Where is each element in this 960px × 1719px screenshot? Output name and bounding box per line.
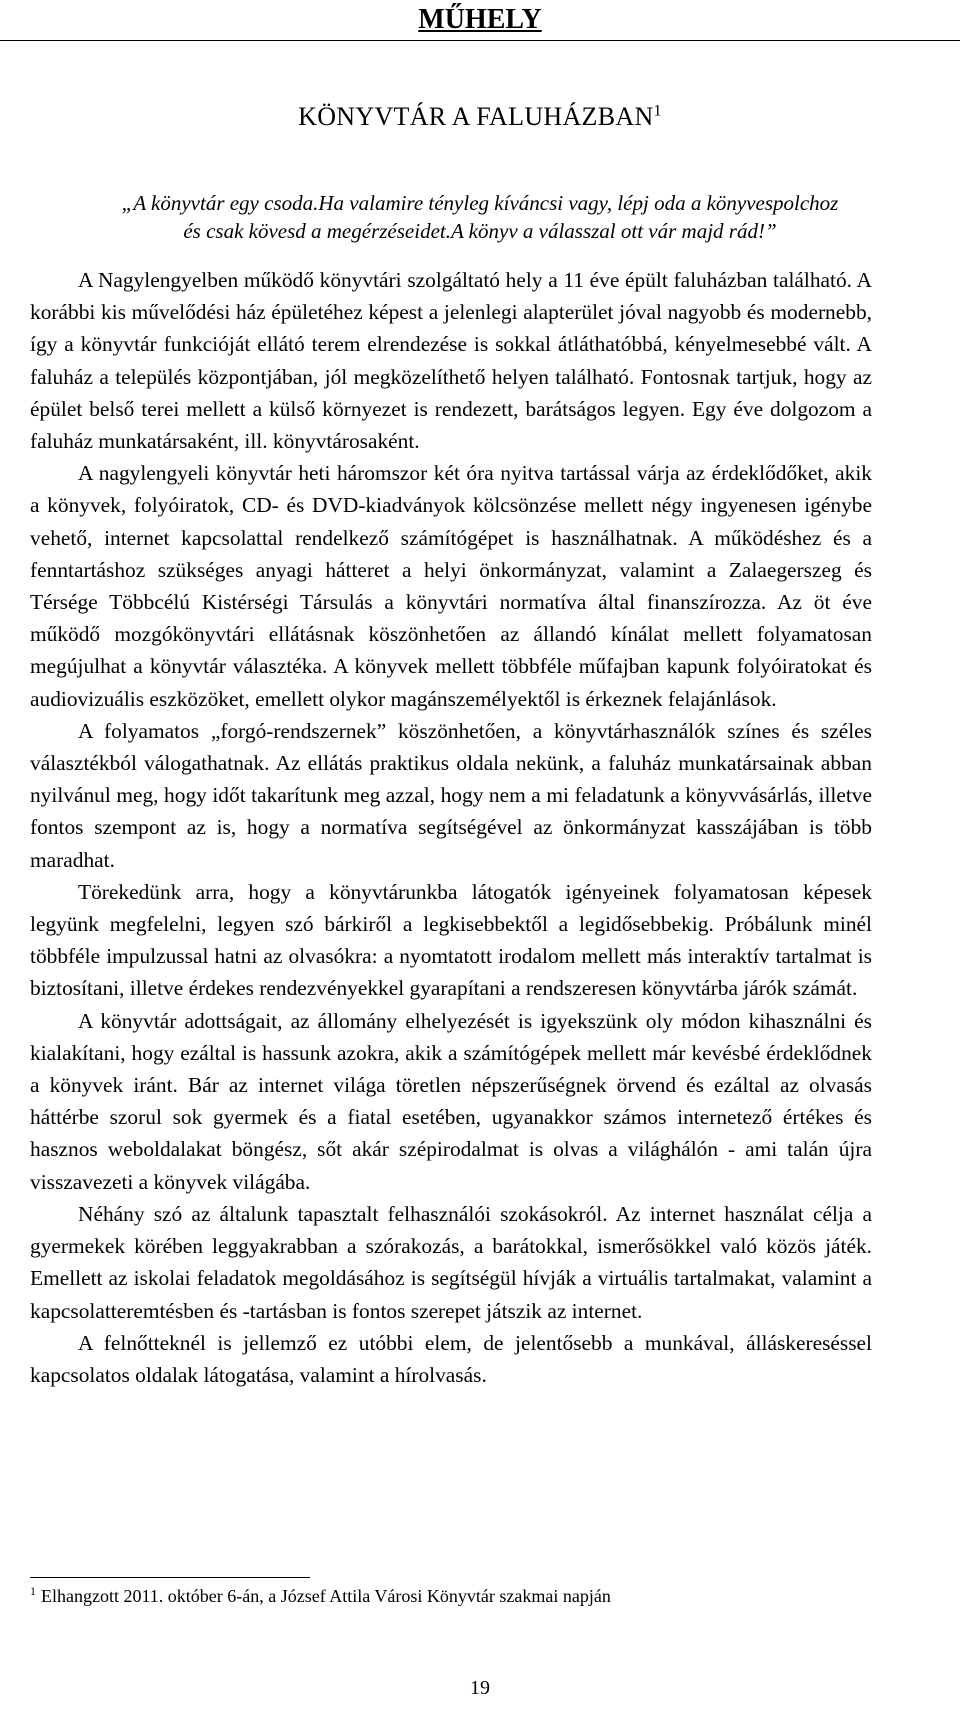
footnote-divider xyxy=(30,1577,310,1578)
footnote xyxy=(30,1584,872,1608)
motto-line: „A könyvtár egy csoda.Ha valamire tényleg kíváncsi vagy, lépj oda a könyvespolchoz xyxy=(121,191,839,215)
footnote-text: Elhangzott 2011. október 6-án, a József Attila Városi Könyvtár szakmai napján xyxy=(41,1586,611,1606)
body-paragraph: A könyvtár adottságait, az állomány elhelyezését is igyekszünk oly módon kihasználni és kialakítani, hogy ezáltal is hassunk azokra, akik a számítógépek mellett már kevésbé érdeklődnek a könyvek iránt. Bár az internet világa töretlen népszerűségnek örvend és ezáltal az olvasás háttérbe szorul sok gyermek és a fiatal esetében, ugyanakkor számos internetező értékes és hasznos weboldalakat böngész, sőt akár szépirodalmat is olvas a világhálón - ami talán újra visszavezeti a könyvek világába. xyxy=(30,1008,872,1194)
section-header xyxy=(0,0,960,36)
article-title-text: KÖNYVTÁR A FALUHÁZBAN xyxy=(298,102,654,131)
motto-line: és csak kövesd a megérzéseidet.A könyv a válasszal ott vár majd rád!” xyxy=(183,219,777,243)
article-body xyxy=(30,264,872,1391)
body-paragraph: A nagylengyeli könyvtár heti háromszor két óra nyitva tartással várja az érdeklődőket, akik a könyvek, folyóiratok, CD- és DVD-kiadványok kölcsönzése mellett négy ingyenesen igénybe vehető, internet kapcsolattal rendelkező számítógépet is használhatnak. A működéshez és a fenntartáshoz szükséges anyagi hátteret a helyi önkormányzat, valamint a Zalaegerszeg és Térsége Többcélú Kistérségi Társulás a könyvtári normatíva által finanszírozza. Az öt éve működő mozgókönyvtári ellátásnak köszönhetően az állandó kínálat mellett folyamatosan megújulhat a könyvtár választéka. A könyvek mellett többféle műfajban kapunk folyóiratokat és audiovizuális eszközöket, emellett olykor magánszemélyektől is érkeznek felajánlások. xyxy=(30,461,872,711)
section-title: MŰHELY xyxy=(418,4,542,35)
footnote-marker: 1 xyxy=(30,1584,36,1598)
header-divider xyxy=(0,40,960,41)
footnote-reference[interactable]: 1 xyxy=(653,102,662,120)
page-number: 19 xyxy=(470,1677,490,1699)
body-paragraph: A Nagylengyelben működő könyvtári szolgáltató hely a 11 éve épült faluházban található. A korábbi kis művelődési ház épületéhez képest a jelenlegi alapterület jóval nagyobb és modernebb, így a könyvtár funkcióját ellátó terem elrendezése is sokkal átláthatóbbá, kényelmesebbé vált. A faluház a település központjában, jól megközelíthető helyen található. Fontosnak tartjuk, hogy az épület belső terei mellett a külső környezet is rendezett, barátságos legyen. Egy éve dolgozom a faluház munkatársaként, ill. könyvtárosaként. xyxy=(30,268,872,454)
body-paragraph: A felnőtteknél is jellemző ez utóbbi elem, de jelentősebb a munkával, álláskereséssel kapcsolatos oldalak látogatása, valamint a hírolvasás. xyxy=(30,1330,872,1387)
article-title xyxy=(0,100,960,134)
body-paragraph: A folyamatos „forgó-rendszernek” köszönhetően, a könyvtárhasználók színes és széles választékból válogathatnak. Az ellátás praktikus oldala nekünk, a faluház munkatársainak abban nyilvánul meg, hogy időt takarítunk meg azzal, hogy nem a mi feladatunk a könyvvásárlás, illetve fontos szempont az is, hogy a normatíva segítségével az önkormányzat kasszájában is több maradhat. xyxy=(30,718,872,872)
motto-quote xyxy=(90,189,870,245)
body-paragraph: Törekedünk arra, hogy a könyvtárunkba látogatók igényeinek folyamatosan képesek legyünk megfelelni, legyen szó bárkiről a legkisebbektől a legidősebbekig. Próbálunk minél többféle impulzussal hatni az olvasókra: a nyomtatott irodalom mellett más interaktív tartalmat is biztosítani, illetve érdekes rendezvényekkel gyarapítani a rendszeresen könyvtárba járók számát. xyxy=(30,879,872,1001)
body-paragraph: Néhány szó az általunk tapasztalt felhasználói szokásokról. Az internet használat célja a gyermekek körében leggyakrabban a szórakozás, a barátokkal, ismerősökkel való közös játék. Emellett az iskolai feladatok megoldásához is segítségül hívják a virtuális tartalmakat, valamint a kapcsolatteremtésben és -tartásban is fontos szerepet játszik az internet. xyxy=(30,1201,872,1323)
